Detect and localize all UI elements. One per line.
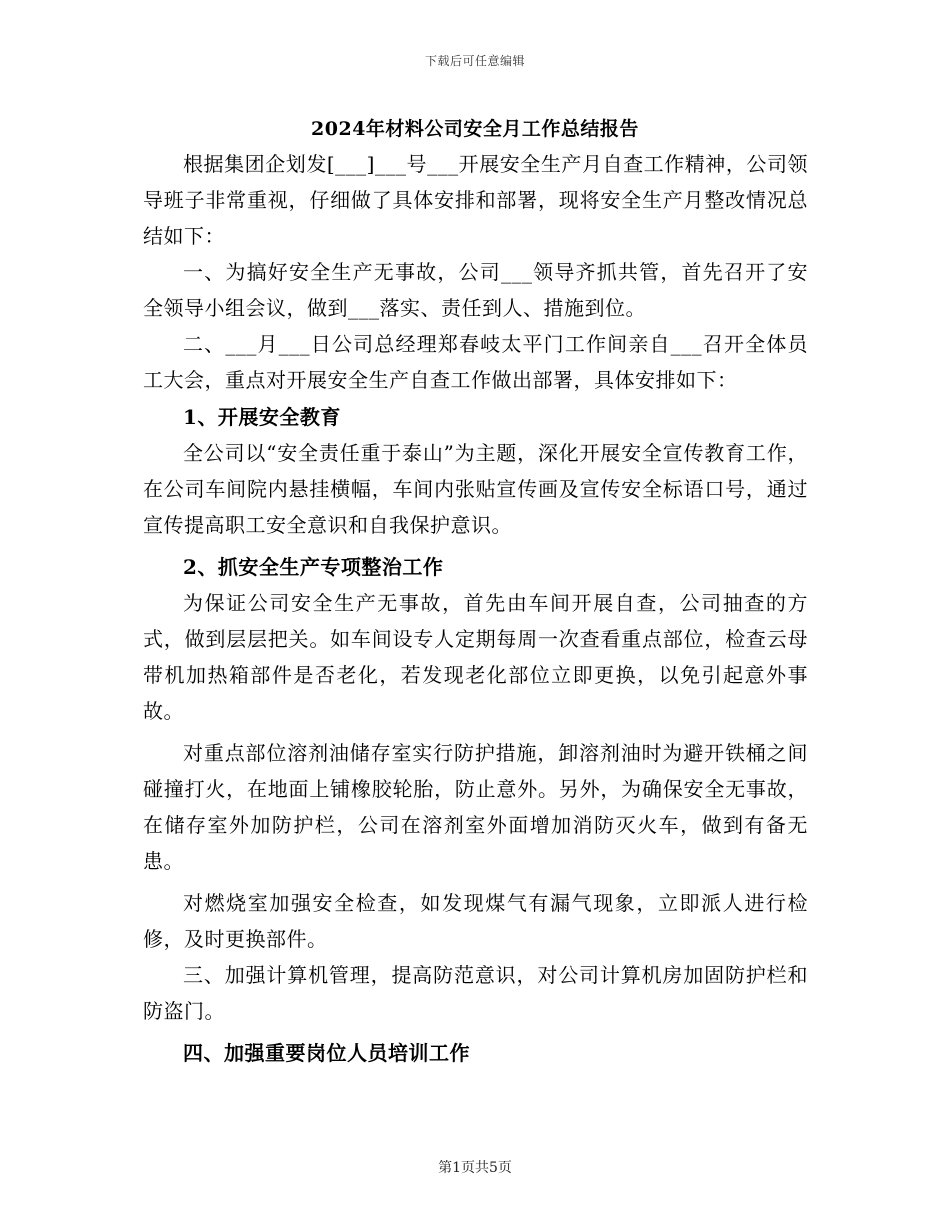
combustion-room-paragraph: 对燃烧室加强安全检查，如发现煤气有漏气现象，立即派人进行检修，及时更换部件。 (143, 891, 808, 951)
solvent-storage-paragraph: 对重点部位溶剂油储存室实行防护措施，卸溶剂油时为避开铁桶之间碰撞打火，在地面上铺橡胶轮胎，防止意外。另外，为确保安全无事故，在储存室外加防护栏，公司在溶剂室外面增加消防灭火车，做到有备无患。 (143, 741, 808, 873)
section-four-heading: 四、加强重要岗位人员培训工作 (183, 1041, 470, 1065)
subheading-safety-education: 1、开展安全教育 (183, 405, 341, 429)
page-number: 第1页共5页 (438, 1160, 512, 1176)
document-title: 2024年材料公司安全月工作总结报告 (311, 118, 639, 140)
self-inspection-paragraph: 为保证公司安全生产无事故，首先由车间开展自查，公司抽查的方式，做到层层把关。如车间设专人定期每周一次查看重点部位，检查云母带机加热箱部件是否老化，若发现老化部位立即更换，以免引起意外事故。 (143, 591, 808, 723)
safety-education-paragraph: 全公司以“安全责任重于泰山”为主题，深化开展安全宣传教育工作，在公司车间院内悬挂横幅，车间内张贴宣传画及宣传安全标语口号，通过宣传提高职工安全意识和自我保护意识。 (143, 441, 808, 537)
page-header-note: 下载后可任意编辑 (424, 54, 525, 68)
section-one-paragraph: 一、为搞好安全生产无事故，公司___领导齐抓共管，首先召开了安全领导小组会议，做到___落实、责任到人、措施到位。 (143, 260, 808, 320)
intro-paragraph: 根据集团企划发[___]___号___开展安全生产月自查工作精神，公司领导班子非常重视，仔细做了具体安排和部署，现将安全生产月整改情况总结如下： (143, 152, 808, 248)
document-body (143, 146, 808, 1071)
section-two-paragraph: 二、___月___日公司总经理郑春岐太平门工作间亲自___召开全体员工大会，重点对开展安全生产自查工作做出部署，具体安排如下： (143, 332, 808, 392)
subheading-special-rectification: 2、抓安全生产专项整治工作 (183, 555, 444, 579)
section-three-paragraph: 三、加强计算机管理，提高防范意识，对公司计算机房加固防护栏和防盗门。 (143, 963, 808, 1023)
